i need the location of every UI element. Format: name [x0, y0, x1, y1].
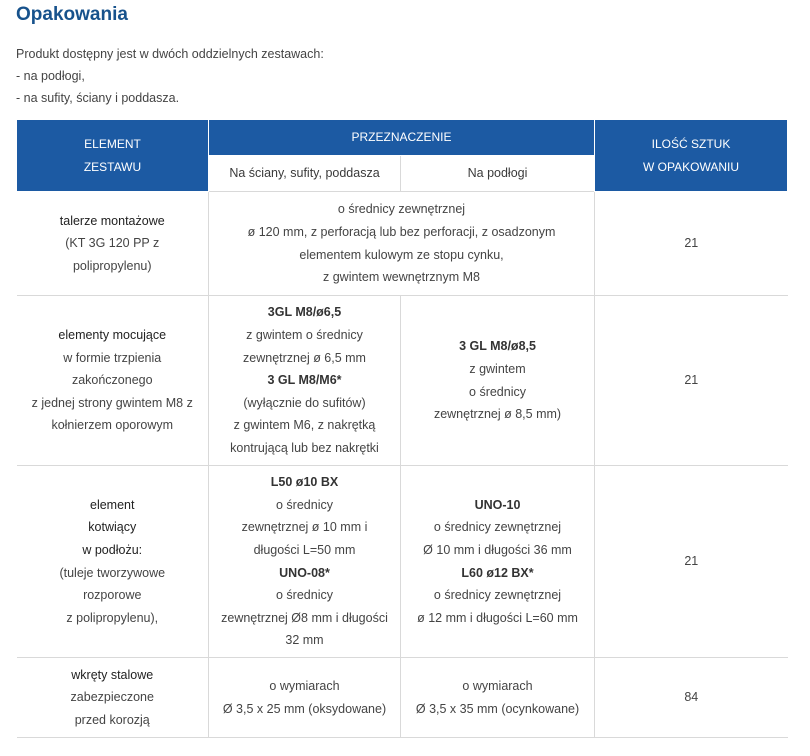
element-name: talerze montażowe — [59, 213, 165, 228]
element-detail: z jednej strony gwintem M8 z — [31, 395, 193, 410]
element-name: element — [90, 497, 135, 512]
purpose-line: z gwintem M6, z nakrętką — [233, 418, 376, 433]
purpose-line: zewnętrznej ø 10 mm i — [241, 520, 368, 535]
purpose-line: Ø 10 mm i długości 36 mm — [423, 542, 572, 557]
header-ilosc-line2: W OPAKOWANIU — [643, 159, 740, 174]
element-detail: w formie trzpienia — [63, 350, 162, 365]
purpose-line: o średnicy zewnętrznej — [433, 588, 562, 603]
purpose-line: elementem kulowym ze stopu cynku, — [299, 247, 504, 262]
purpose-line: (wyłącznie do sufitów) — [243, 395, 366, 410]
purpose-line: Ø 3,5 x 35 mm (ocynkowane) — [415, 701, 580, 716]
header-element-line2: ZESTAWU — [83, 159, 142, 174]
product-code: 3 GL M8/M6* — [267, 373, 342, 388]
subheader-sciany: Na ściany, sufity, poddasza — [209, 156, 401, 192]
element-cell — [17, 466, 209, 658]
element-cell — [17, 296, 209, 466]
product-code: 3GL M8/ø6,5 — [267, 305, 342, 320]
product-code: L60 ø12 BX* — [461, 565, 534, 580]
purpose-line: 32 mm — [285, 633, 324, 648]
product-code: UNO-08* — [279, 565, 330, 580]
purpose-line: o średnicy — [276, 588, 333, 603]
purpose-cell-floor — [401, 296, 595, 466]
element-cell — [17, 192, 209, 296]
purpose-line: z gwintem wewnętrznym M8 — [323, 270, 480, 285]
quantity-cell: 21 — [595, 192, 788, 296]
intro-line: Produkt dostępny jest w dwóch oddzielnych zestawach: — [16, 47, 324, 61]
intro-line: - na sufity, ściany i poddasza. — [16, 91, 180, 105]
table-row — [17, 658, 788, 738]
element-name: elementy mocujące — [58, 328, 167, 343]
purpose-cell-floor — [401, 658, 595, 738]
element-detail: rozporowe — [83, 588, 142, 603]
purpose-line: Ø 3,5 x 25 mm (oksydowane) — [222, 701, 387, 716]
purpose-line: o średnicy zewnętrznej — [433, 520, 562, 535]
purpose-line: kontrującą lub bez nakrętki — [230, 440, 379, 455]
table-row — [17, 192, 788, 296]
page-title: Opakowania — [16, 4, 128, 25]
purpose-line: zewnętrznej ø 6,5 mm — [243, 350, 366, 365]
header-ilosc — [595, 120, 788, 192]
table-row — [17, 296, 788, 466]
quantity-cell: 84 — [595, 658, 788, 738]
purpose-line: zewnętrznej ø 8,5 mm) — [433, 407, 562, 422]
header-element-line1: ELEMENT — [84, 136, 141, 151]
purpose-line: z gwintem o średnicy — [246, 328, 363, 343]
quantity-cell: 21 — [595, 466, 788, 658]
purpose-cell-shared — [209, 192, 595, 296]
header-element — [17, 120, 209, 192]
element-name: w podłożu: — [82, 542, 143, 557]
element-detail: (tuleje tworzywowe — [59, 565, 166, 580]
purpose-line: o wymiarach — [462, 678, 533, 693]
product-code: L50 ø10 BX — [270, 475, 339, 490]
element-name: kotwiący — [88, 520, 137, 535]
purpose-line: o średnicy zewnętrznej — [337, 202, 466, 217]
purpose-line: zewnętrznej Ø8 mm i długości — [221, 610, 388, 625]
purpose-line: o wymiarach — [269, 678, 340, 693]
product-code: 3 GL M8/ø8,5 — [459, 339, 536, 354]
product-code: UNO-10 — [474, 497, 521, 512]
element-detail: zabezpieczone — [70, 690, 154, 705]
purpose-line: ø 120 mm, z perforacją lub bez perforacji, z osadzonym — [247, 224, 556, 239]
element-detail: kołnierzem oporowym — [51, 418, 174, 433]
header-przeznaczenie: PRZEZNACZENIE — [209, 120, 595, 156]
quantity-cell: 21 — [595, 296, 788, 466]
packaging-table — [16, 119, 788, 738]
purpose-line: z gwintem — [469, 361, 526, 376]
element-detail: polipropylenu) — [72, 258, 152, 273]
element-detail: z polipropylenu), — [66, 610, 159, 625]
purpose-cell-walls — [209, 466, 401, 658]
element-cell — [17, 658, 209, 738]
subheader-podloga: Na podłogi — [401, 156, 595, 192]
purpose-line: o średnicy — [276, 497, 333, 512]
header-ilosc-line1: ILOŚĆ SZTUK — [651, 136, 731, 151]
table-row — [17, 466, 788, 658]
intro-line: - na podłogi, — [16, 69, 85, 83]
purpose-line: długości L=50 mm — [253, 542, 356, 557]
element-detail: przed korozją — [74, 712, 150, 727]
element-detail: zakończonego — [71, 373, 153, 388]
purpose-line: ø 12 mm i długości L=60 mm — [417, 610, 578, 625]
purpose-cell-walls — [209, 658, 401, 738]
purpose-cell-walls — [209, 296, 401, 466]
element-name: wkręty stalowe — [71, 667, 154, 682]
purpose-line: o średnicy — [469, 384, 526, 399]
element-detail: (KT 3G 120 PP z — [65, 236, 160, 251]
intro-text — [16, 43, 324, 109]
purpose-cell-floor — [401, 466, 595, 658]
